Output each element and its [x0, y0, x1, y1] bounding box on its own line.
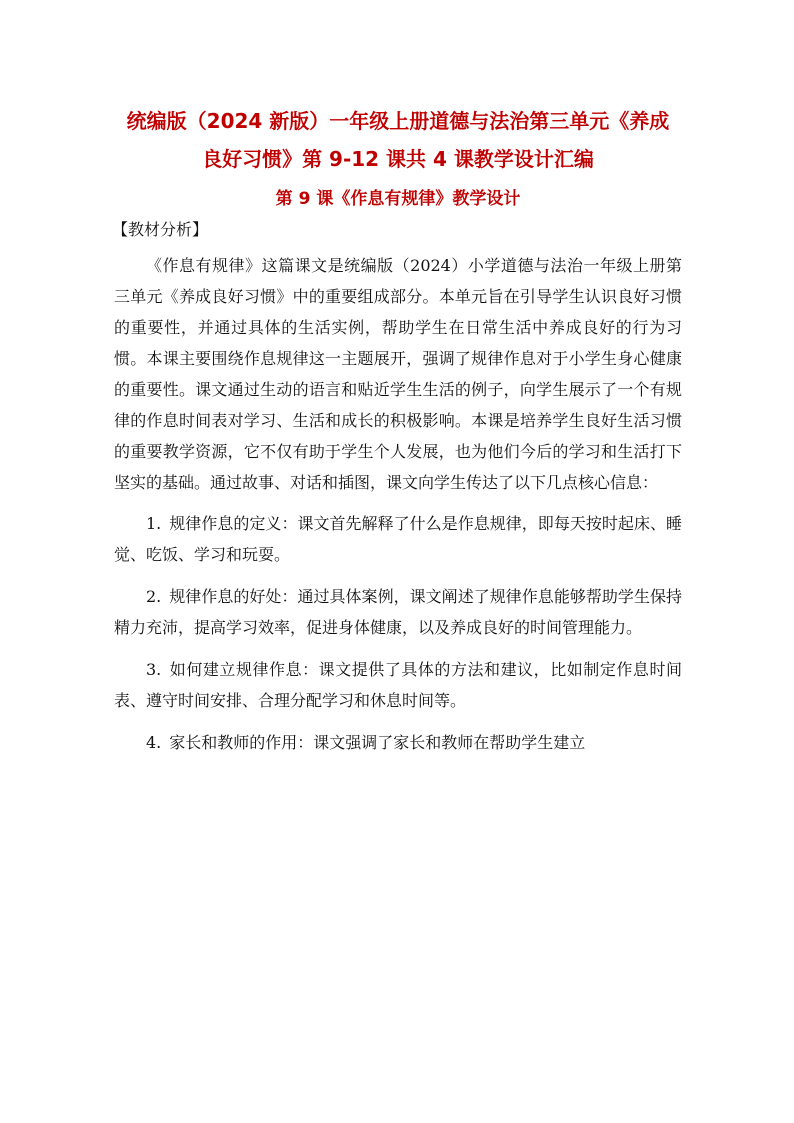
list-item-number: 2. — [146, 587, 162, 606]
list-item — [114, 581, 682, 643]
list-item-number: 1. — [146, 514, 162, 533]
list-item — [114, 654, 682, 716]
analysis-paragraph: 《作息有规律》这篇课文是统编版（2024）小学道德与法治一年级上册第三单元《养成良好习惯》中的重要组成部分。本单元旨在引导学生认识良好习惯的重要性，并通过具体的生活实例，帮助学生在日常生活中养成良好的行为习惯。本课主要围绕作息规律这一主题展开，强调了规律作息对于小学生身心健康的重要性。课文通过生动的语言和贴近学生生活的例子，向学生展示了一个有规律的作息时间表对学习、生活和成长的积极影响。本课是培养学生良好生活习惯的重要教学资源，它不仅有助于学生个人发展，也为他们今后的学习和生活打下坚实的基础。通过故事、对话和插图，课文向学生传达了以下几点核心信息： — [114, 256, 682, 492]
list-item — [114, 727, 682, 758]
list-item — [114, 508, 682, 570]
section-heading: 【教材分析】 — [112, 220, 209, 239]
list-item-text: 规律作息的好处：通过具体案例，课文阐述了规律作息能够帮助学生保持精力充沛，提高学习效率，促进身体健康，以及养成良好的时间管理能力。 — [114, 587, 682, 637]
core-points-list — [114, 508, 682, 758]
lesson-title: 第 9 课《作息有规律》教学设计 — [275, 189, 521, 209]
list-item-text: 规律作息的定义：课文首先解释了什么是作息规律，即每天按时起床、睡觉、吃饭、学习和玩耍。 — [114, 514, 682, 564]
list-item-number: 3. — [146, 660, 162, 679]
list-item-text: 家长和教师的作用：课文强调了家长和教师在帮助学生建立 — [169, 733, 586, 752]
list-item-text: 如何建立规律作息：课文提供了具体的方法和建议，比如制定作息时间表、遵守时间安排、合理分配学习和休息时间等。 — [114, 660, 682, 710]
list-item-number: 4. — [146, 733, 162, 752]
document-title: 统编版（2024 新版）一年级上册道德与法治第三单元《养成良好习惯》第 9-12 课共 4 课教学设计汇编 — [126, 109, 670, 171]
